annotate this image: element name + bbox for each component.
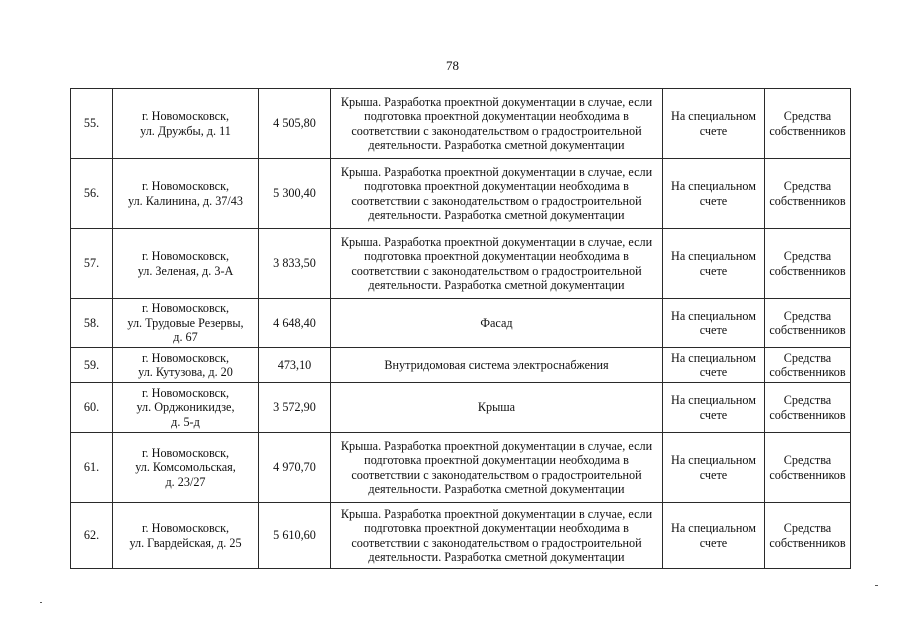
account-cell: На специальном счете [663, 383, 765, 433]
scan-speck [875, 585, 878, 586]
address-cell [113, 299, 259, 348]
area-cell: 473,10 [259, 348, 331, 383]
row-number: 56. [71, 159, 113, 229]
address-line: г. Новомосковск, [141, 521, 230, 535]
capital-repair-table [70, 88, 851, 569]
funding-cell: Средства собственников [765, 503, 851, 569]
funding-cell: Средства собственников [765, 433, 851, 503]
table-row [71, 229, 851, 299]
address-line: г. Новомосковск, [141, 109, 230, 123]
table-row [71, 503, 851, 569]
address-cell [113, 433, 259, 503]
address-line: ул. Дружбы, д. 11 [140, 123, 231, 138]
row-number: 57. [71, 229, 113, 299]
area-cell: 5 300,40 [259, 159, 331, 229]
work-type-cell: Крыша. Разработка проектной документации в случае, если подготовка проектной документации необходима в соответствии с законодательством о градостроительной деятельности. Разработка сметной документации [331, 433, 663, 503]
address-line: г. Новомосковск, [141, 249, 230, 263]
work-type-cell: Внутридомовая система электроснабжения [331, 348, 663, 383]
row-number: 55. [71, 89, 113, 159]
address-cell [113, 89, 259, 159]
account-cell: На специальном счете [663, 503, 765, 569]
address-line: ул. Трудовые Резервы, [127, 315, 244, 330]
table-row [71, 159, 851, 229]
area-cell: 5 610,60 [259, 503, 331, 569]
funding-cell: Средства собственников [765, 299, 851, 348]
account-cell: На специальном счете [663, 299, 765, 348]
address-line: г. Новомосковск, [141, 179, 230, 193]
funding-cell: Средства собственников [765, 89, 851, 159]
table-row [71, 348, 851, 383]
account-cell: На специальном счете [663, 348, 765, 383]
work-type-cell: Крыша. Разработка проектной документации в случае, если подготовка проектной документации необходима в соответствии с законодательством о градостроительной деятельности. Разработка сметной документации [331, 159, 663, 229]
funding-cell: Средства собственников [765, 383, 851, 433]
work-type-cell: Фасад [331, 299, 663, 348]
address-line: ул. Калинина, д. 37/43 [128, 193, 243, 208]
row-number: 58. [71, 299, 113, 348]
account-cell: На специальном счете [663, 89, 765, 159]
table-row [71, 299, 851, 348]
area-cell: 4 648,40 [259, 299, 331, 348]
table-row [71, 433, 851, 503]
address-line: д. 5-д [171, 414, 200, 429]
work-type-cell: Крыша. Разработка проектной документации в случае, если подготовка проектной документации необходима в соответствии с законодательством о градостроительной деятельности. Разработка сметной документации [331, 229, 663, 299]
area-cell: 3 833,50 [259, 229, 331, 299]
work-type-cell: Крыша [331, 383, 663, 433]
table-body [71, 89, 851, 569]
address-line: ул. Гвардейская, д. 25 [129, 535, 242, 550]
account-cell: На специальном счете [663, 229, 765, 299]
address-line: д. 23/27 [165, 474, 206, 489]
address-line: г. Новомосковск, [141, 301, 230, 316]
row-number: 61. [71, 433, 113, 503]
address-line: ул. Комсомольская, [135, 460, 236, 475]
account-cell: На специальном счете [663, 433, 765, 503]
account-cell: На специальном счете [663, 159, 765, 229]
table-row [71, 89, 851, 159]
work-type-cell: Крыша. Разработка проектной документации в случае, если подготовка проектной документации необходима в соответствии с законодательством о градостроительной деятельности. Разработка сметной документации [331, 89, 663, 159]
work-type-cell: Крыша. Разработка проектной документации в случае, если подготовка проектной документации необходима в соответствии с законодательством о градостроительной деятельности. Разработка сметной документации [331, 503, 663, 569]
funding-cell: Средства собственников [765, 348, 851, 383]
row-number: 60. [71, 383, 113, 433]
funding-cell: Средства собственников [765, 159, 851, 229]
address-line: ул. Орджоникидзе, [136, 400, 235, 415]
address-line: г. Новомосковск, [141, 350, 230, 365]
address-line: ул. Кутузова, д. 20 [138, 365, 233, 379]
area-cell: 3 572,90 [259, 383, 331, 433]
address-line: г. Новомосковск, [141, 385, 230, 400]
area-cell: 4 970,70 [259, 433, 331, 503]
address-line: ул. Зеленая, д. 3-А [137, 263, 234, 278]
row-number: 62. [71, 503, 113, 569]
funding-cell: Средства собственников [765, 229, 851, 299]
scan-speck [40, 602, 42, 603]
address-cell [113, 383, 259, 433]
table-row [71, 383, 851, 433]
address-line: д. 67 [173, 330, 198, 345]
address-line: г. Новомосковск, [141, 445, 230, 460]
area-cell: 4 505,80 [259, 89, 331, 159]
address-cell [113, 229, 259, 299]
address-cell [113, 159, 259, 229]
address-cell [113, 348, 259, 383]
address-cell [113, 503, 259, 569]
row-number: 59. [71, 348, 113, 383]
page-number: 78 [446, 58, 459, 73]
